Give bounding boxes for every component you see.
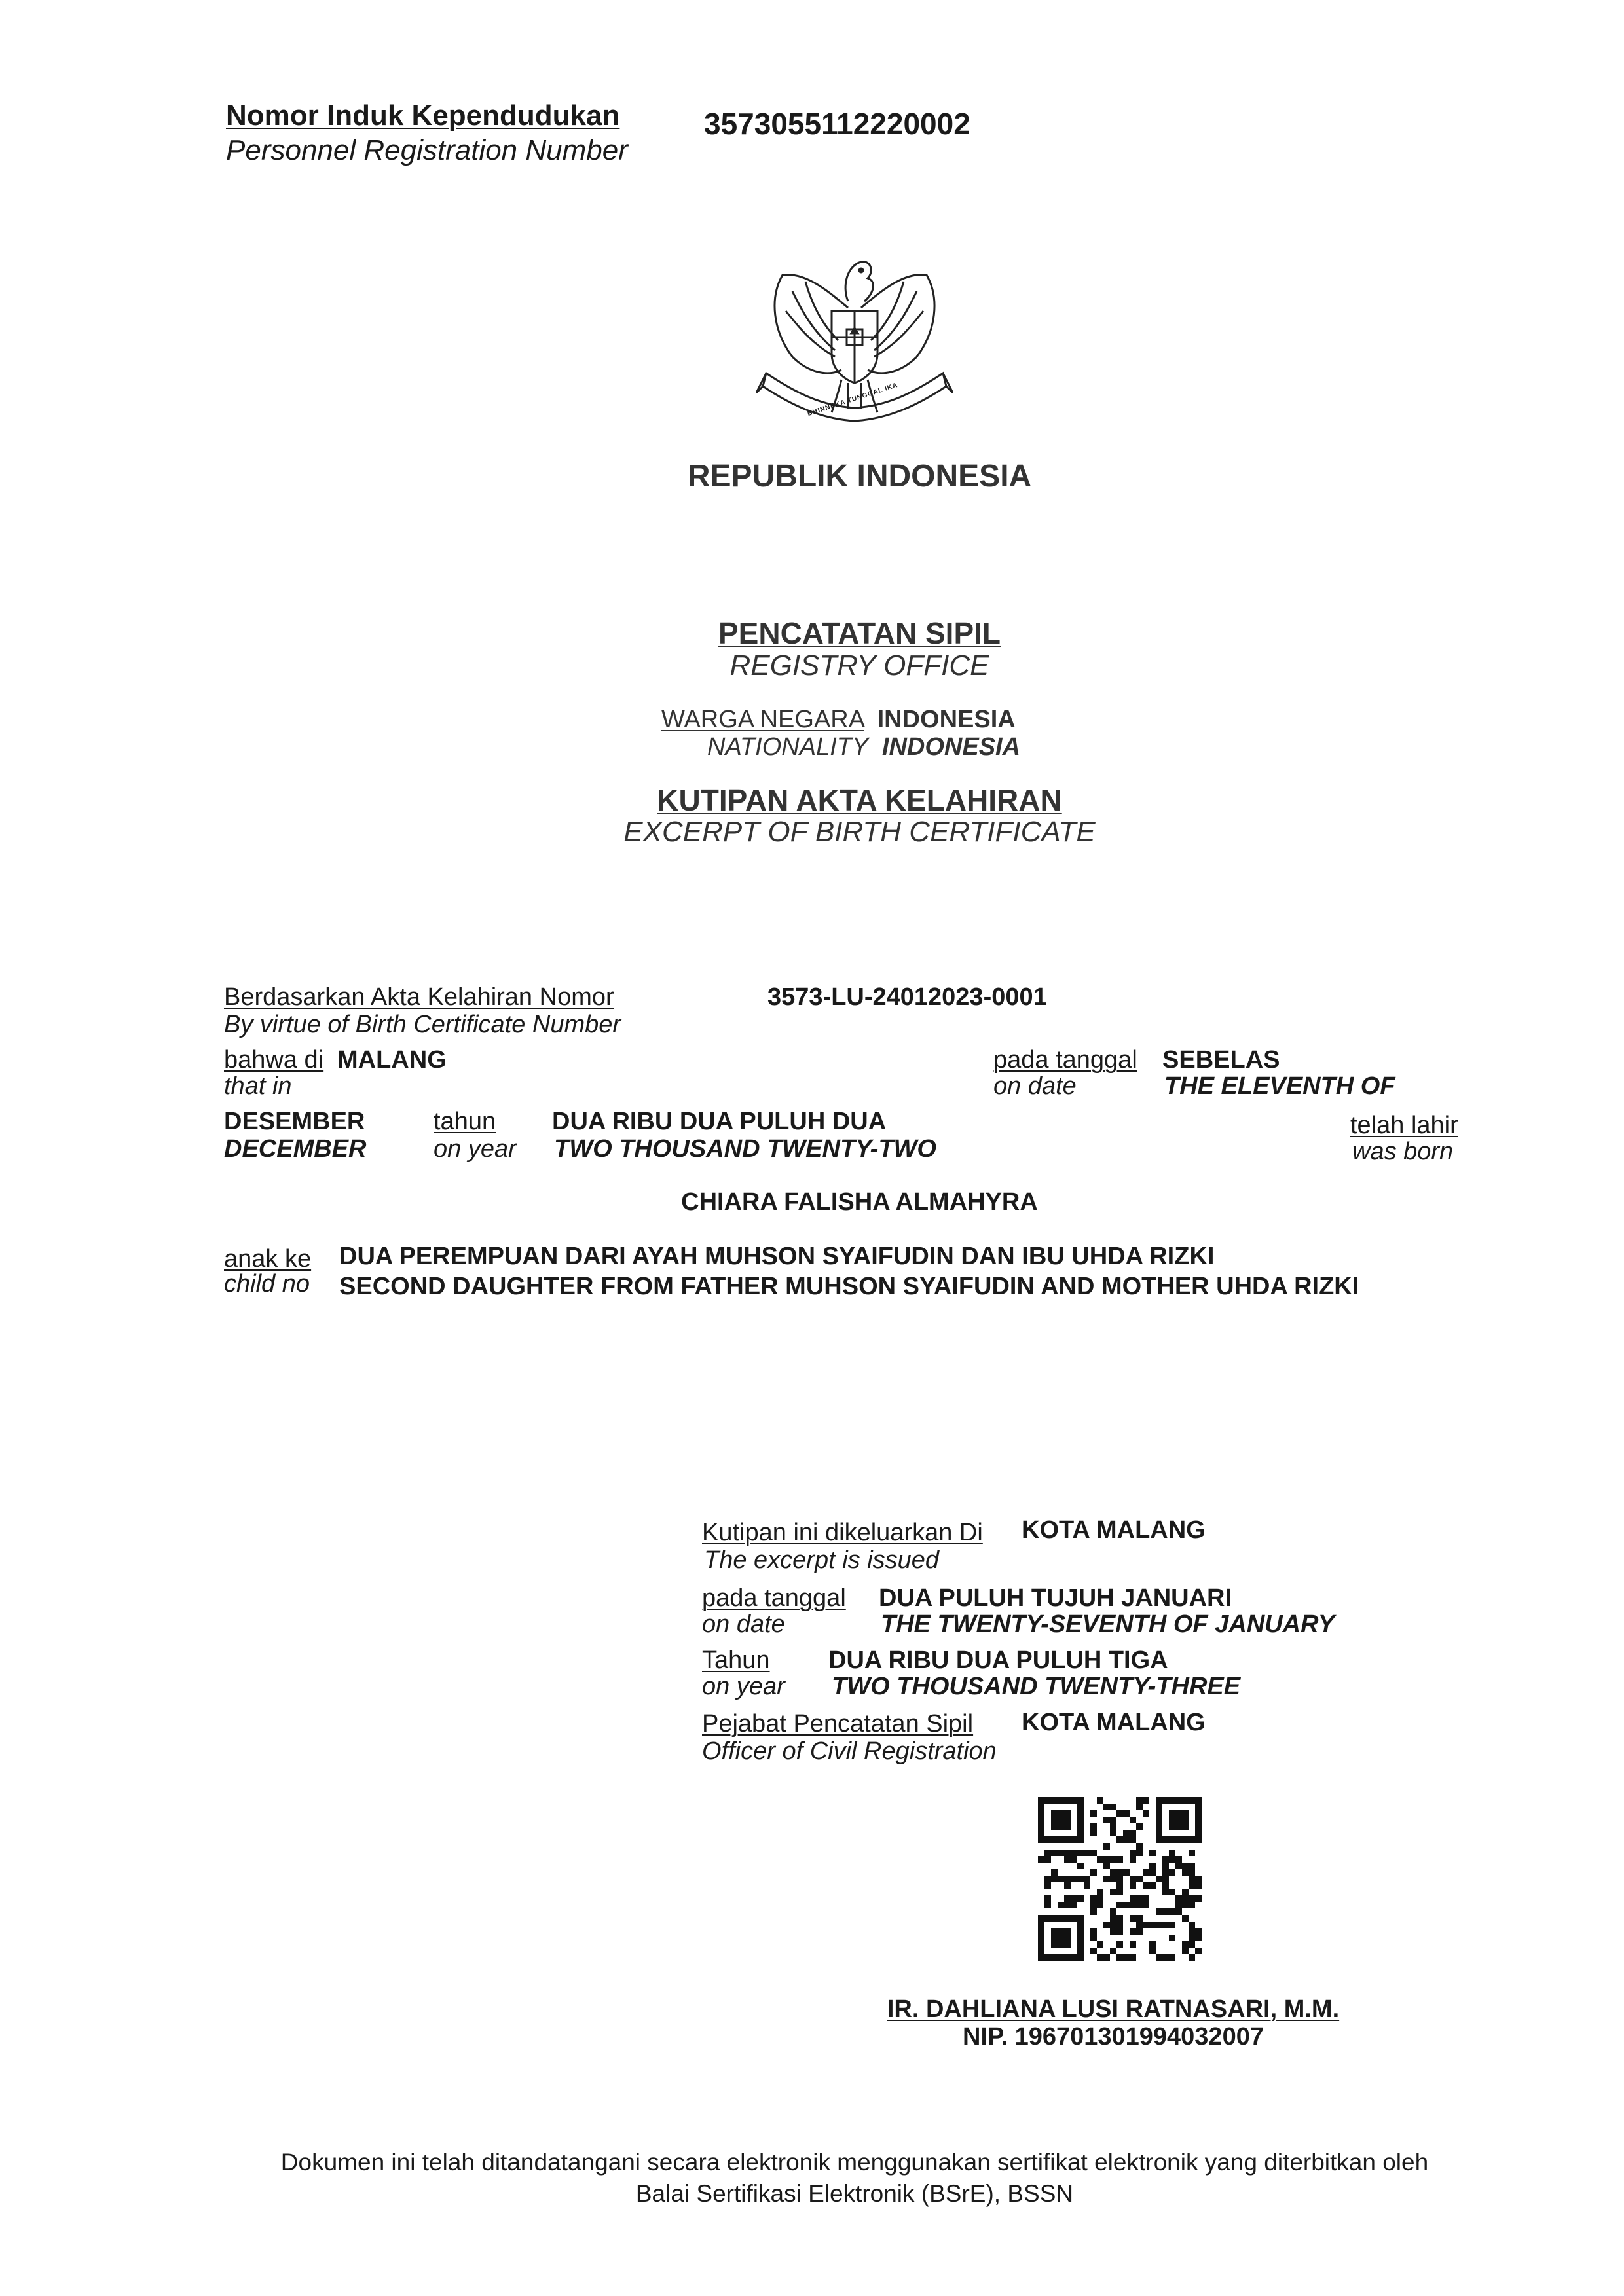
birth-day-label-en: on date [993,1072,1077,1100]
document-title-en: EXCERPT OF BIRTH CERTIFICATE [623,816,1096,848]
birth-year-label-en: on year [434,1135,517,1163]
child-order-label-en: child no [224,1270,310,1298]
child-order-value-en: SECOND DAUGHTER FROM FATHER MUHSON SYAIFUDIN AND MOTHER UHDA RIZKI [339,1273,1359,1300]
nationality-row-en [707,733,1020,761]
qr-code-icon[interactable] [1038,1797,1202,1961]
birth-month-value: DESEMBER [224,1108,365,1135]
nationality-value-en: INDONESIA [881,733,1021,761]
place-value: MALANG [337,1046,447,1074]
emblem-motto: BHINNEKA TUNGGAL IKA [806,381,899,418]
issued-year-label: Tahun [702,1647,770,1674]
issued-date-label-en: on date [702,1611,785,1638]
nik-label-en: Personnel Registration Number [226,134,628,166]
birth-month-value-en: DECEMBER [224,1135,367,1163]
born-label-en: was born [1352,1138,1454,1165]
issued-in-value: KOTA MALANG [1022,1516,1206,1544]
nationality-label-en: NATIONALITY [707,733,869,761]
nationality-row [661,706,1016,734]
issued-year-value: DUA RIBU DUA PULUH TIGA [828,1647,1168,1674]
child-order-value: DUA PEREMPUAN DARI AYAH MUHSON SYAIFUDIN DAN IBU UHDA RIZKI [339,1243,1215,1270]
document-title: KUTIPAN AKTA KELAHIRAN [657,783,1062,817]
signatory-name: IR. DAHLIANA LUSI RATNASARI, M.M. [887,1995,1340,2023]
issued-year-value-en: TWO THOUSAND TWENTY-THREE [832,1673,1241,1700]
officer-label-en: Officer of Civil Registration [702,1738,997,1765]
birth-day-value-en: THE ELEVENTH OF [1164,1072,1395,1100]
issued-in-label: Kutipan ini dikeluarkan Di [702,1519,983,1546]
footer-line-1: Dokumen ini telah ditandatangani secara elektronik menggunakan sertifikat elektronik yang diterbitkan oleh [280,2149,1429,2176]
country-title: REPUBLIK INDONESIA [687,459,1032,494]
place-label: bahwa di [224,1046,324,1074]
signatory-nip: NIP. 196701301994032007 [963,2023,1264,2050]
child-name: CHIARA FALISHA ALMAHYRA [681,1188,1038,1216]
issued-date-value-en: THE TWENTY-SEVENTH OF JANUARY [881,1611,1335,1638]
cert-number-label-en: By virtue of Birth Certificate Number [224,1011,621,1038]
issued-year-label-en: on year [702,1673,785,1700]
issued-in-label-en: The excerpt is issued [704,1546,940,1574]
place-label-en: that in [224,1072,292,1100]
nationality-value: INDONESIA [877,706,1016,733]
birth-day-value: SEBELAS [1162,1046,1280,1074]
cert-number-label: Berdasarkan Akta Kelahiran Nomor [224,983,614,1011]
birth-year-label: tahun [434,1108,496,1135]
issued-date-label: pada tanggal [702,1584,846,1612]
birth-year-value: DUA RIBU DUA PULUH DUA [552,1108,887,1135]
child-order-label: anak ke [224,1245,312,1273]
officer-value: KOTA MALANG [1022,1709,1206,1736]
birth-day-label: pada tanggal [993,1046,1137,1074]
nik-value: 3573055112220002 [704,107,970,141]
nationality-label: WARGA NEGARA [661,706,864,733]
footer-line-2: Balai Sertifikasi Elektronik (BSrE), BSSN [635,2180,1074,2207]
cert-number-value: 3573-LU-24012023-0001 [767,983,1047,1011]
officer-label: Pejabat Pencatatan Sipil [702,1710,974,1738]
office-title-en: REGISTRY OFFICE [729,649,989,682]
issued-date-value: DUA PULUH TUJUH JANUARI [879,1584,1232,1612]
office-title: PENCATATAN SIPIL [718,616,1001,650]
birth-year-value-en: TWO THOUSAND TWENTY-TWO [554,1135,936,1163]
nik-label: Nomor Induk Kependudukan [226,100,620,132]
born-label: telah lahir [1350,1112,1458,1139]
